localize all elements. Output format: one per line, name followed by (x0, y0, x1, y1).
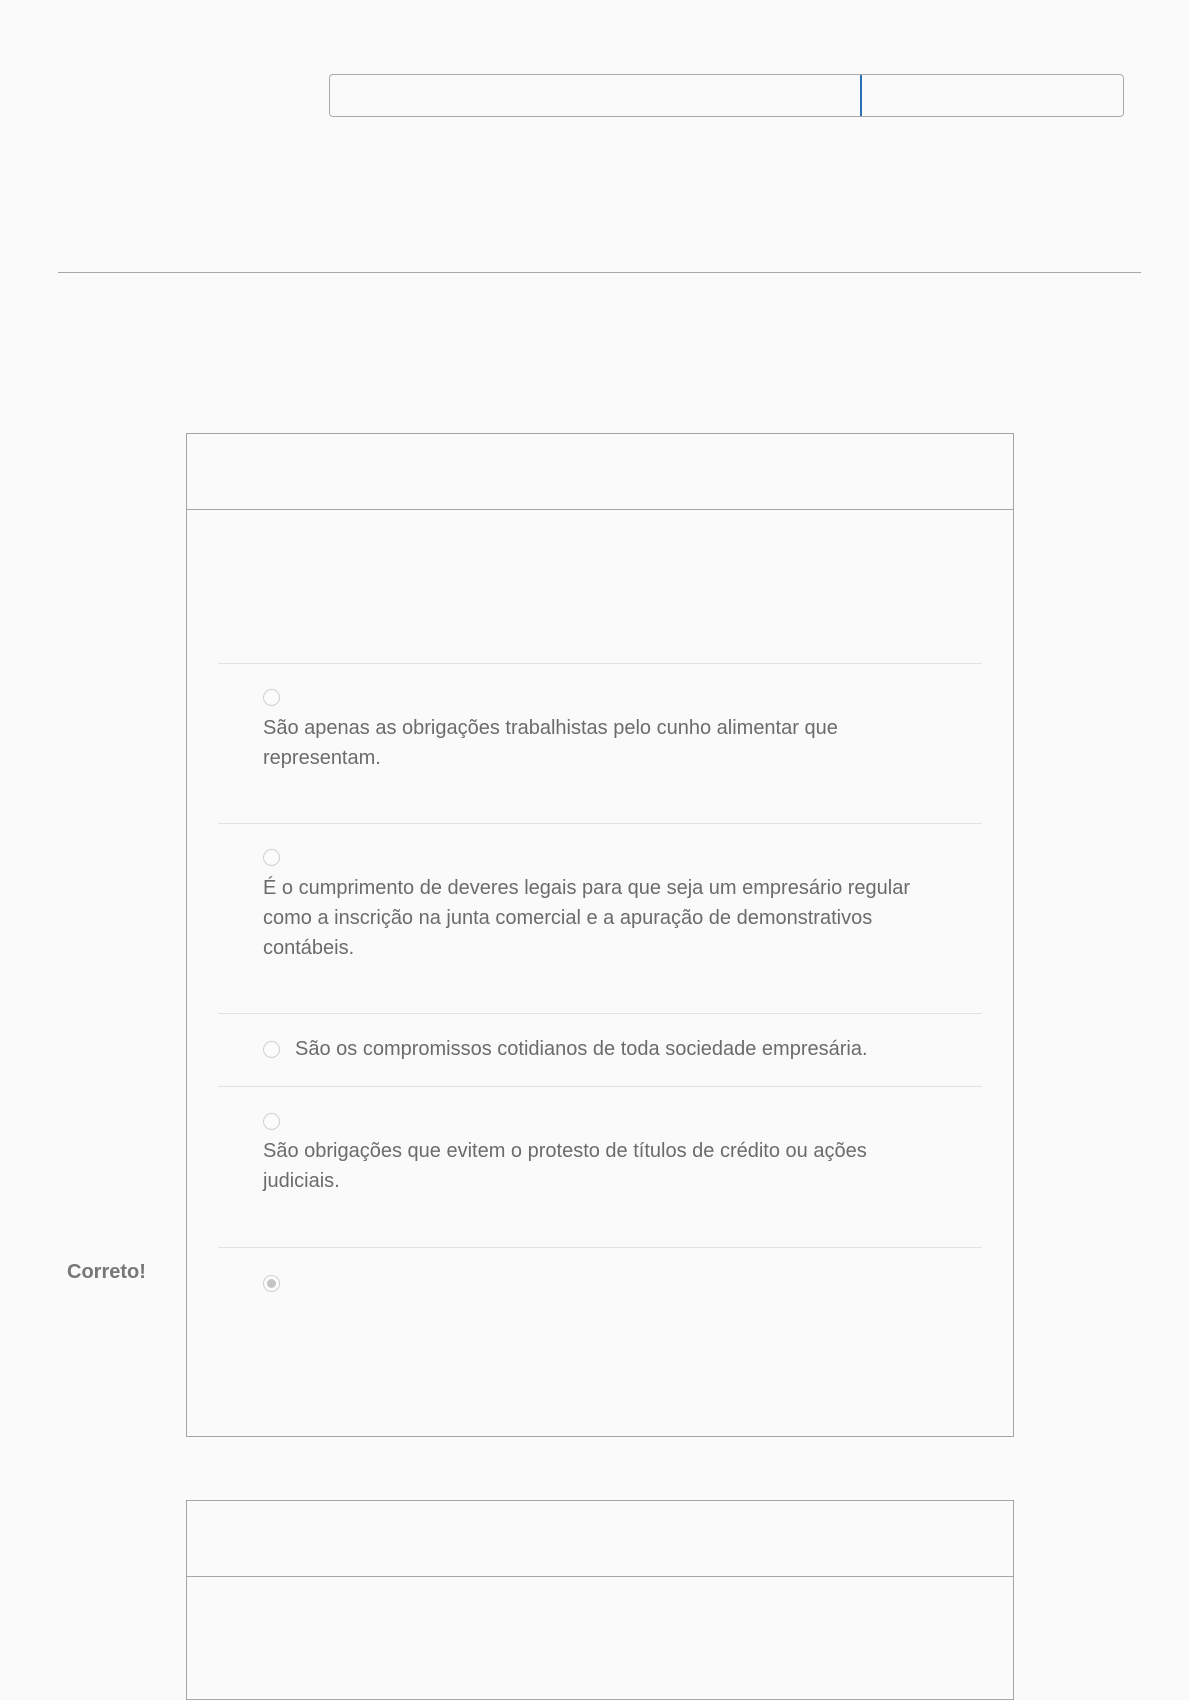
correct-answer-flag (58, 1255, 186, 1295)
answer-text-3: São os compromissos cotidianos de toda sociedade empresária. (295, 1038, 868, 1060)
next-question-header (187, 1501, 1013, 1577)
answer-text-4: São obrigações que evitem o protesto de títulos de crédito ou ações judiciais. (263, 1140, 867, 1192)
correct-answer-label: Correto! (67, 1261, 146, 1283)
answer-option-1[interactable] (218, 663, 982, 823)
question-header (187, 434, 1013, 510)
answer-radio-1[interactable] (263, 689, 280, 706)
answer-text-1: São apenas as obrigações trabalhistas pelo cunho alimentar que representam. (263, 717, 838, 769)
answer-option-3[interactable] (218, 1013, 982, 1086)
score-progress-bar (329, 74, 1124, 117)
score-progress-fill (330, 75, 862, 116)
answer-radio-2[interactable] (263, 849, 280, 866)
answer-option-5[interactable] (218, 1247, 982, 1427)
answer-radio-3[interactable] (263, 1041, 280, 1058)
answer-radio-5-selected[interactable] (263, 1275, 280, 1292)
answer-radio-4[interactable] (263, 1113, 280, 1130)
answer-text-2: É o cumprimento de deveres legais para que seja um empresário regular como a inscrição na junta comercial e a apuração de demonstrativos contábeis. (263, 877, 911, 959)
answer-option-4[interactable] (218, 1086, 982, 1247)
section-divider (58, 272, 1141, 273)
next-question-card (186, 1500, 1014, 1700)
question-card (186, 433, 1014, 1437)
answer-option-2[interactable] (218, 823, 982, 1013)
